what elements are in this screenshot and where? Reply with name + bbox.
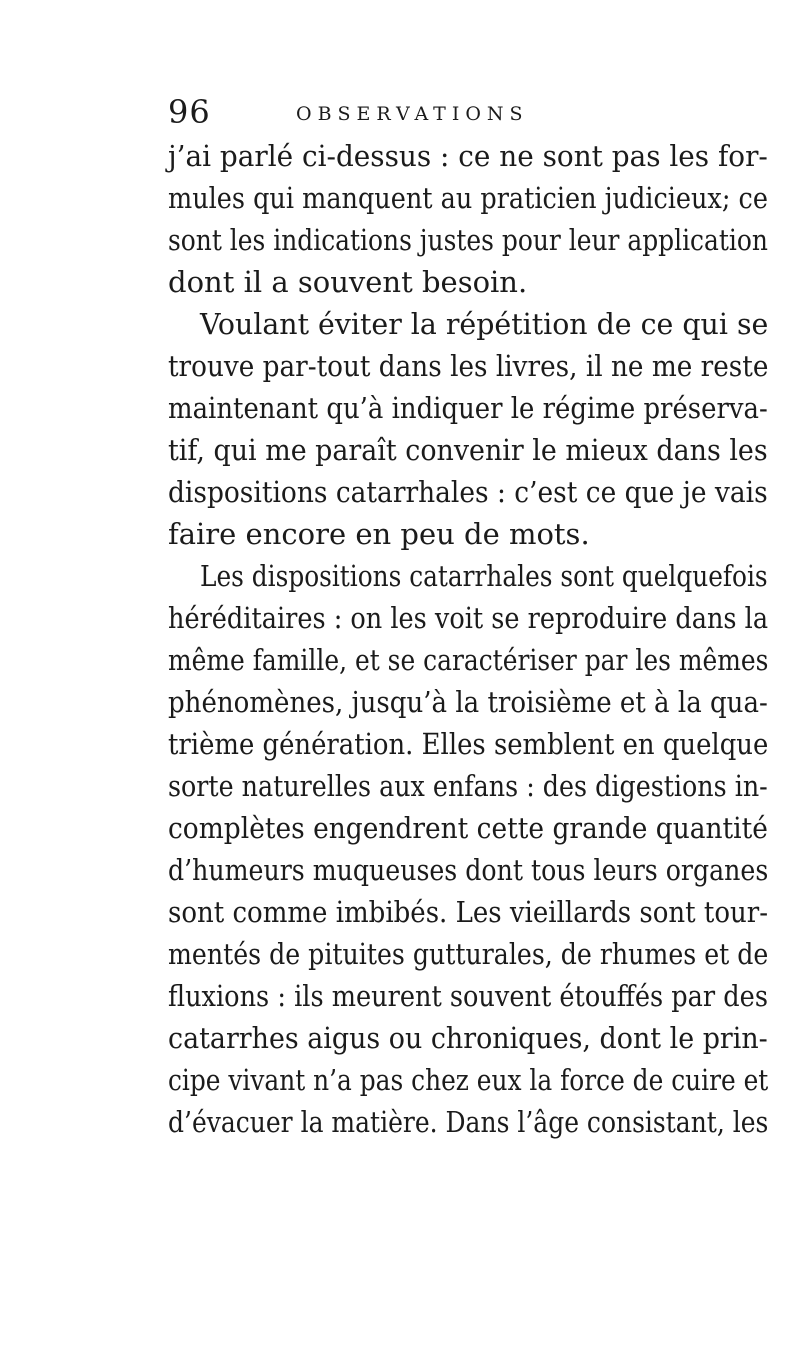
text-line: héréditaires : on les voit se reproduire dans la bbox=[168, 601, 769, 635]
text-line: trouve par-tout dans les livres, il ne me reste bbox=[168, 349, 769, 383]
text-line: sont les indications justes pour leur application bbox=[168, 223, 768, 257]
paragraph-start-line: Les dispositions catarrhales sont quelquefois bbox=[200, 559, 768, 593]
text-line: d’évacuer la matière. Dans l’âge consistant, les bbox=[168, 1105, 769, 1139]
text-line: dispositions catarrhales : c’est ce que je vais bbox=[168, 475, 768, 509]
text-line: mules qui manquent au praticien judicieux; ce bbox=[168, 181, 768, 215]
text-line: même famille, et se caractériser par les mêmes bbox=[168, 643, 769, 677]
text-line: catarrhes aigus ou chroniques, dont le prin- bbox=[168, 1021, 768, 1055]
text-line: complètes engendrent cette grande quantité bbox=[168, 811, 768, 845]
text-line: dont il a souvent besoin. bbox=[168, 265, 528, 299]
text-line: d’humeurs muqueuses dont tous leurs organes bbox=[168, 853, 769, 887]
text-line: trième génération. Elles semblent en quelque bbox=[168, 727, 769, 761]
text-line: fluxions : ils meurent souvent étouffés par des bbox=[168, 979, 768, 1013]
page-header bbox=[168, 92, 628, 132]
text-line: cipe vivant n’a pas chez eux la force de cuire et bbox=[168, 1063, 769, 1097]
text-line: sont comme imbibés. Les vieillards sont tour- bbox=[168, 895, 768, 929]
text-line: mentés de pituites gutturales, de rhumes et de bbox=[168, 937, 769, 971]
text-line: maintenant qu’à indiquer le régime préserva- bbox=[168, 391, 768, 425]
text-line: j’ai parlé ci-dessus : ce ne sont pas les for- bbox=[168, 139, 768, 173]
text-line: sorte naturelles aux enfans : des digestions in- bbox=[168, 769, 768, 803]
paragraph-start-line: Voulant éviter la répétition de ce qui se bbox=[200, 307, 769, 341]
text-line: faire encore en peu de mots. bbox=[168, 517, 590, 551]
page-number: 96 bbox=[168, 93, 211, 131]
text-line: tif, qui me paraît convenir le mieux dans les bbox=[168, 433, 768, 467]
text-line: phénomènes, jusqu’à la troisième et à la qua- bbox=[168, 685, 768, 719]
running-head: OBSERVATIONS bbox=[296, 103, 529, 125]
